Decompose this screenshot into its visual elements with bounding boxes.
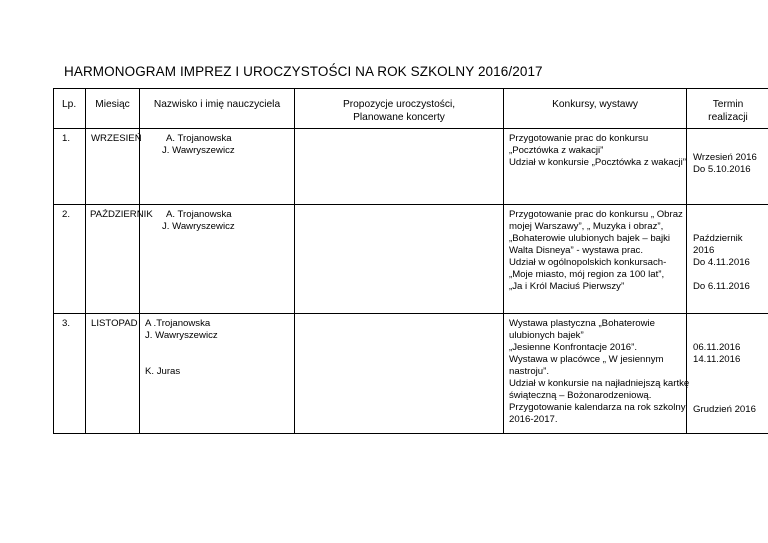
cell-lp: 1.: [54, 129, 86, 205]
table-row: [54, 205, 768, 314]
header-lp: Lp.: [54, 89, 86, 129]
cell-miesiac: WRZESIEŃ: [86, 129, 140, 205]
header-konkursy: Konkursy, wystawy: [504, 89, 687, 129]
cell-propozycje: [295, 314, 504, 434]
cell-lp: 3.: [54, 314, 86, 434]
header-miesiac: Miesiąc: [86, 89, 140, 129]
cell-miesiac: LISTOPAD: [86, 314, 140, 434]
header-propozycje: Propozycje uroczystości, Planowane koncerty: [295, 89, 504, 129]
cell-konkursy: Wystawa plastyczna „Bohaterowie ulubionych bajek” „Jesienne Konfrontacje 2016”. Wystawa w placówce „ W jesiennym nastroju”. Udział w konkursie na najładniejszą kartkę świąteczną – Bożonarodzeniową. Przygotowanie kalendarza na rok szkolny 2016-2017.: [504, 314, 687, 434]
cell-propozycje: [295, 205, 504, 314]
header-termin: Termin realizacji: [687, 89, 768, 129]
cell-miesiac: PAŹDZIERNIK: [86, 205, 140, 314]
cell-termin: Wrzesień 2016 Do 5.10.2016: [687, 129, 768, 205]
cell-lp: 2.: [54, 205, 86, 314]
cell-nauczyciel: A .Trojanowska J. Wawryszewicz K. Juras: [140, 314, 295, 434]
cell-termin: Październik 2016 Do 4.11.2016 Do 6.11.2016: [687, 205, 768, 314]
cell-nauczyciel: A. Trojanowska J. Wawryszewicz: [140, 129, 295, 205]
schedule-table: [53, 88, 768, 434]
cell-termin: 06.11.2016 14.11.2016 Grudzień 2016: [687, 314, 768, 434]
page-title: HARMONOGRAM IMPREZ I UROCZYSTOŚCI NA ROK SZKOLNY 2016/2017: [64, 64, 543, 79]
table-row: [54, 129, 768, 205]
table-header-row: [54, 89, 768, 129]
cell-konkursy: Przygotowanie prac do konkursu „Pocztówka z wakacji” Udział w konkursie „Pocztówka z wakacji”: [504, 129, 687, 205]
table-row: [54, 314, 768, 434]
cell-konkursy: Przygotowanie prac do konkursu „ Obraz mojej Warszawy”, „ Muzyka i obraz”, „Bohaterowie ulubionych bajek – bajki Walta Disneya” - wystawa prac. Udział w ogólnopolskich konkursach- „Moje miasto, mój region za 100 lat”, „Ja i Król Maciuś Pierwszy”: [504, 205, 687, 314]
cell-propozycje: [295, 129, 504, 205]
header-nauczyciel: Nazwisko i imię nauczyciela: [140, 89, 295, 129]
cell-nauczyciel: A. Trojanowska J. Wawryszewicz: [140, 205, 295, 314]
